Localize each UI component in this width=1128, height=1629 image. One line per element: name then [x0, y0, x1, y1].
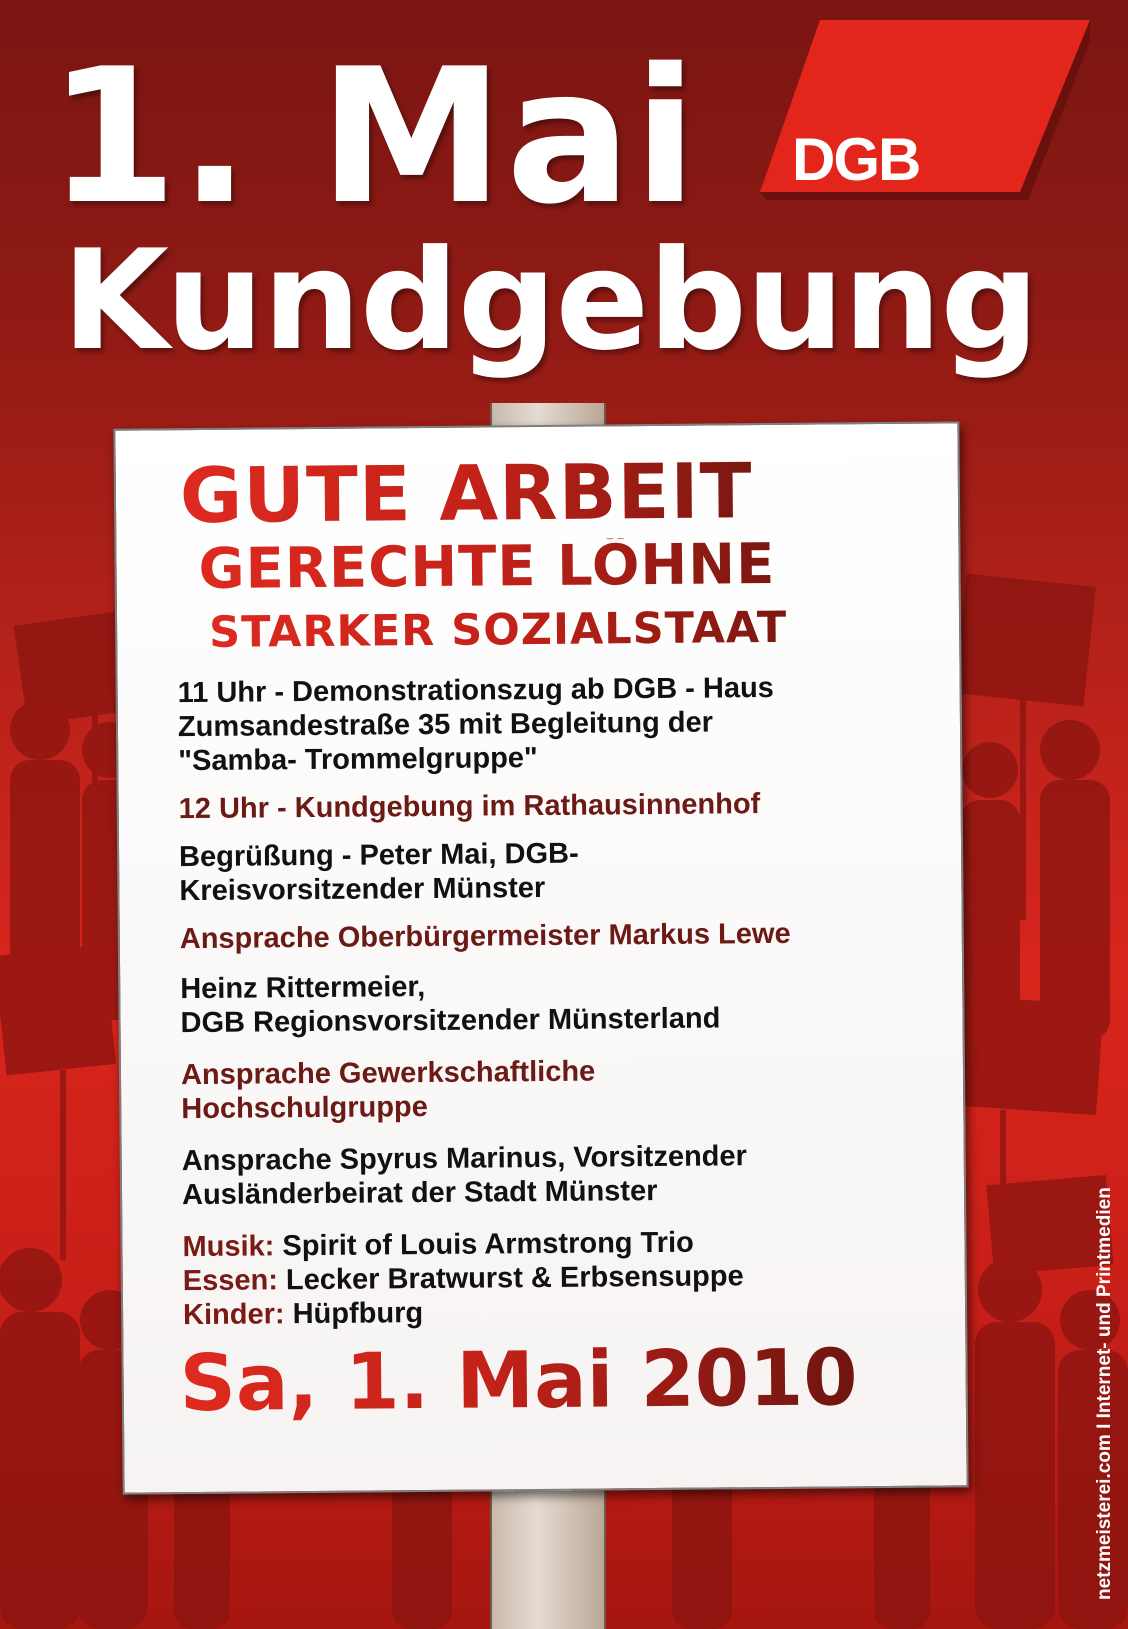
- program-line: Ansprache Oberbürgermeister Markus Lewe: [179, 917, 791, 956]
- extra-label: Musik:: [182, 1230, 275, 1264]
- program-line: 12 Uhr - Kundgebung im Rathausinnenhof: [178, 788, 761, 826]
- program-line: Zumsandestraße 35 mit Begleitung der: [177, 706, 714, 744]
- dgb-logo-text: DGB: [792, 126, 920, 193]
- program-line: Kreisvorsitzender Münster: [179, 871, 546, 908]
- program-line: Hochschulgruppe: [181, 1090, 428, 1126]
- protest-sign: [113, 421, 968, 1494]
- program-line: Ansprache Spyrus Marinus, Vorsitzender: [181, 1140, 748, 1178]
- designer-credit: netzmeisterei.com I Internet- und Printmedien: [1094, 1187, 1115, 1600]
- extra-kinder: [183, 1296, 423, 1332]
- extra-essen: [183, 1259, 744, 1298]
- headline-gute-arbeit: GUTE ARBEIT: [179, 446, 753, 541]
- program-line: Heinz Rittermeier,: [180, 971, 426, 1006]
- title-line-date: 1. Mai: [48, 28, 700, 245]
- headline-sozialstaat: STARKER SOZIALSTAAT: [208, 602, 788, 658]
- extra-musik: [182, 1226, 694, 1264]
- program-line: Ansprache Gewerkschaftliche: [180, 1055, 596, 1092]
- program-line: Begrüßung - Peter Mai, DGB-: [178, 837, 579, 874]
- program-line: "Samba- Trommelgruppe": [178, 742, 538, 778]
- headline-gerechte-loehne: GERECHTE LÖHNE: [198, 531, 776, 602]
- event-date: Sa, 1. Mai 2010: [179, 1333, 858, 1430]
- program-line: 11 Uhr - Demonstrationszug ab DGB - Haus: [177, 671, 774, 710]
- extra-label: Kinder:: [182, 1298, 285, 1332]
- extra-label: Essen:: [182, 1264, 279, 1298]
- extra-value: Lecker Bratwurst & Erbsensuppe: [285, 1260, 744, 1297]
- extra-value: Spirit of Louis Armstrong Trio: [282, 1226, 694, 1263]
- extra-value: Hüpfburg: [292, 1297, 424, 1331]
- title-line-event: Kundgebung: [62, 220, 1039, 381]
- program-line: Ausländerbeirat der Stadt Münster: [181, 1174, 658, 1212]
- program-line: DGB Regionsvorsitzender Münsterland: [180, 1002, 721, 1040]
